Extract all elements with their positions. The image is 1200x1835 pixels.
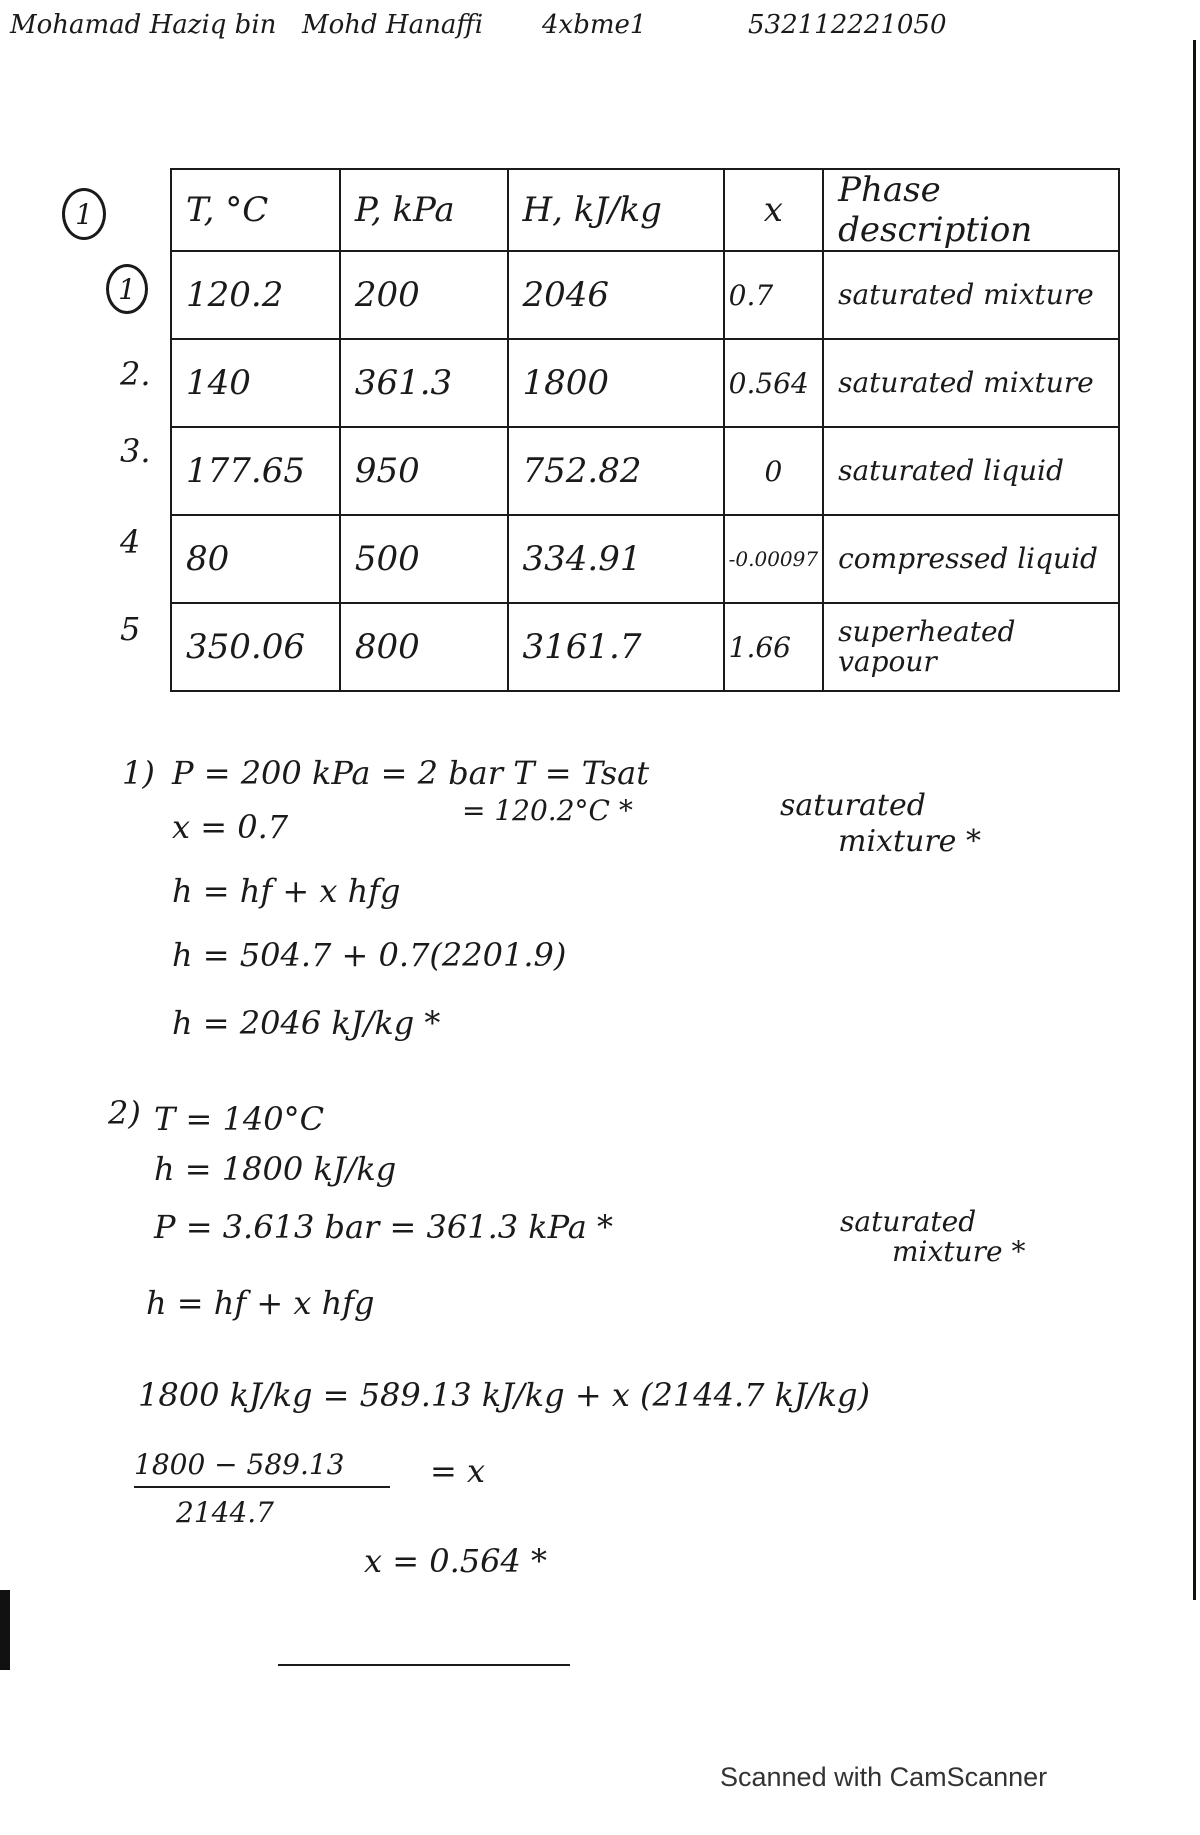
part2-phase-note: saturated <box>840 1205 977 1238</box>
row-label-2: 2. <box>120 355 151 393</box>
table-row <box>171 427 1119 515</box>
part2-result: x = 0.564 * <box>364 1542 547 1580</box>
cell-temperature: 140 <box>171 339 340 427</box>
part1-given-pressure: P = 200 kPa = 2 bar T = Tsat <box>172 754 650 792</box>
part2-fraction-denominator: 2144.7 <box>176 1496 274 1529</box>
cell-temperature: 177.65 <box>171 427 340 515</box>
row-label-3: 3. <box>120 432 151 470</box>
part2-pressure: P = 3.613 bar = 361.3 kPa * <box>154 1208 613 1246</box>
header-temperature: T, °C <box>171 169 340 251</box>
student-name-2: Mohd Hanaffi <box>302 10 484 40</box>
fraction-bar <box>134 1486 390 1488</box>
table-header-row <box>171 169 1119 251</box>
cell-enthalpy: 2046 <box>508 251 724 339</box>
header-phase: Phase description <box>823 169 1119 251</box>
part1-tsat: = 120.2°C * <box>462 794 633 827</box>
cell-pressure: 950 <box>340 427 508 515</box>
part2-fraction-numerator: 1800 − 589.13 <box>134 1448 345 1481</box>
part2-given-temperature: T = 140°C <box>154 1100 325 1138</box>
cell-enthalpy: 3161.7 <box>508 603 724 691</box>
row-label-4: 4 <box>120 523 141 561</box>
part1-given-quality: x = 0.7 <box>172 808 289 846</box>
student-id: 532112221050 <box>748 10 947 40</box>
part1-result: h = 2046 kJ/kg * <box>172 1004 441 1042</box>
part1-label: 1) <box>122 754 155 792</box>
cell-quality: 1.66 <box>724 603 823 691</box>
part2-phase-note-2: mixture * <box>892 1235 1026 1268</box>
question-number: 1 <box>62 188 106 240</box>
header-pressure: P, kPa <box>340 169 508 251</box>
cell-pressure: 200 <box>340 251 508 339</box>
cell-phase: saturated mixture <box>823 339 1119 427</box>
cell-temperature: 350.06 <box>171 603 340 691</box>
part1-phase-note-2: mixture * <box>838 824 981 859</box>
part2-equation: h = hf + x hfg <box>146 1284 375 1322</box>
left-page-edge <box>0 1590 10 1670</box>
cell-temperature: 120.2 <box>171 251 340 339</box>
cell-phase: saturated liquid <box>823 427 1119 515</box>
part2-given-enthalpy: h = 1800 kJ/kg <box>154 1150 397 1188</box>
header-enthalpy: H, kJ/kg <box>508 169 724 251</box>
part1-equation: h = hf + x hfg <box>172 872 401 910</box>
cell-phase: superheated vapour <box>823 603 1119 691</box>
cell-pressure: 800 <box>340 603 508 691</box>
row-label-1: 1 <box>106 264 148 314</box>
bottom-rule <box>278 1664 570 1666</box>
table-row <box>171 515 1119 603</box>
cell-quality: 0.564 <box>724 339 823 427</box>
table-row <box>171 339 1119 427</box>
cell-enthalpy: 334.91 <box>508 515 724 603</box>
part2-fraction-equals: = x <box>430 1452 486 1490</box>
table-row <box>171 603 1119 691</box>
table-row <box>171 251 1119 339</box>
cell-quality: 0.7 <box>724 251 823 339</box>
program-code: 4xbme1 <box>542 10 647 40</box>
part2-label: 2) <box>108 1094 141 1132</box>
right-page-edge <box>1193 40 1196 1600</box>
part2-substitution: 1800 kJ/kg = 589.13 kJ/kg + x (2144.7 kJ/kg) <box>138 1376 871 1414</box>
scanner-watermark: Scanned with CamScanner <box>720 1762 1048 1792</box>
cell-pressure: 361.3 <box>340 339 508 427</box>
header-quality: x <box>724 169 823 251</box>
cell-temperature: 80 <box>171 515 340 603</box>
cell-phase: saturated mixture <box>823 251 1119 339</box>
cell-enthalpy: 1800 <box>508 339 724 427</box>
cell-pressure: 500 <box>340 515 508 603</box>
cell-quality: -0.00097 <box>724 515 823 603</box>
cell-quality: 0 <box>724 427 823 515</box>
property-table <box>170 168 1120 692</box>
row-label-5: 5 <box>120 610 141 648</box>
part1-phase-note: saturated <box>780 788 926 823</box>
cell-phase: compressed liquid <box>823 515 1119 603</box>
part1-substitution: h = 504.7 + 0.7(2201.9) <box>172 936 567 974</box>
student-name: Mohamad Haziq bin <box>10 10 277 40</box>
cell-enthalpy: 752.82 <box>508 427 724 515</box>
